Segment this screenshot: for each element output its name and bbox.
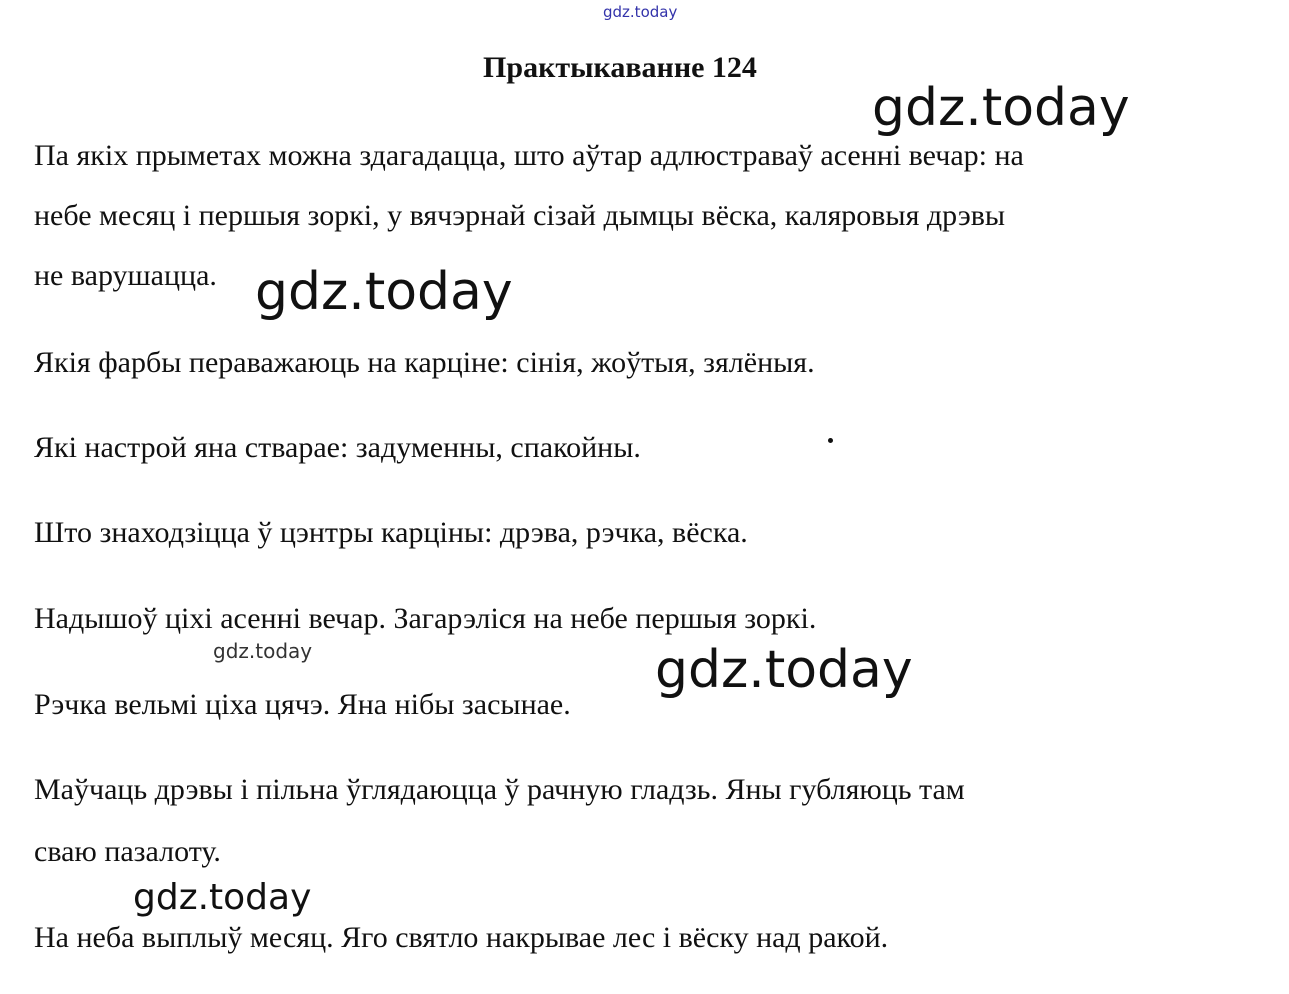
- paragraph-line-11: На неба выплыў месяц. Яго святло накрывае лес і вёску над ракой.: [34, 921, 889, 954]
- paragraph-line-8: Рэчка вельмі ціха цячэ. Яна нібы засынае.: [34, 688, 571, 721]
- paragraph-line-7: Надышоў ціхі асенні вечар. Загарэліся на небе першыя зоркі.: [34, 602, 817, 635]
- paragraph-line-6: Што знаходзіцца ў цэнтры карціны: дрэва, рэчка, вёска.: [34, 516, 748, 549]
- page-title: Практыкаванне 124: [483, 51, 757, 84]
- paragraph-line-10: сваю пазалоту.: [34, 835, 221, 868]
- paragraph-line-5: Які настрой яна стварае: задуменны, спакойны.: [34, 431, 641, 464]
- paragraph-line-2: небе месяц і першыя зоркі, у вячэрнай сізай дымцы вёска, каляровыя дрэвы: [34, 199, 1006, 232]
- paragraph-line-3: не варушацца.: [34, 259, 217, 292]
- watermark-right-large: gdz.today: [872, 78, 1130, 138]
- watermark-center-large: gdz.today: [655, 640, 913, 700]
- watermark-bottom-left: gdz.today: [133, 877, 312, 918]
- paragraph-line-4: Якія фарбы пераважаюць на карціне: сінія, жоўтыя, зялёныя.: [34, 346, 815, 379]
- paragraph-line-1: Па якіх прыметах можна здагадацца, што аўтар адлюстраваў асенні вечар: на: [34, 139, 1024, 172]
- watermark-small-left: gdz.today: [213, 639, 313, 663]
- watermark-mid-large: gdz.today: [255, 262, 513, 322]
- paragraph-line-9: Маўчаць дрэвы і пільна ўглядаюцца ў рачную гладзь. Яны губляюць там: [34, 773, 965, 806]
- speck-dot: [828, 438, 833, 443]
- watermark-top: gdz.today: [603, 3, 678, 21]
